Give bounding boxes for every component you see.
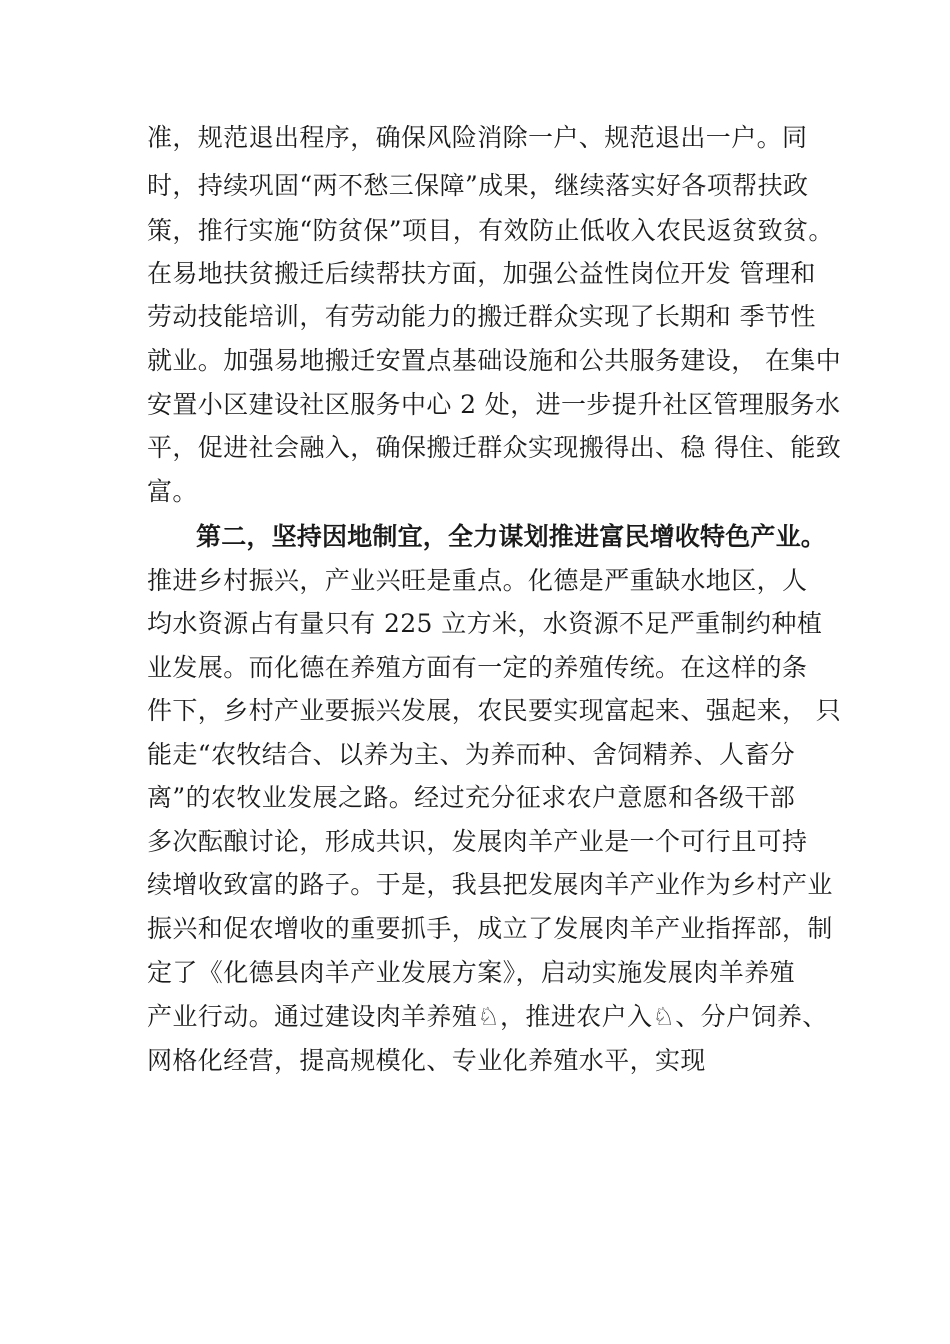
body-text-line: 业发展。而化德在养殖方面有一定的养殖传统。在这样的条 [147,653,808,682]
body-text-line: 均水资源占有量只有 225 立方米，水资源不足严重制约种植 [147,609,823,638]
body-text-line: 在易地扶贫搬迁后续帮扶方面，加强公益性岗位开发 管理和 [147,259,816,288]
body-text-line: 续增收致富的路子。于是，我县把发展肉羊产业作为乡村产业 [147,870,833,899]
body-text-line: 离”的农牧业发展之路。经过充分征求农户意愿和各级干部 [147,783,796,812]
body-text-line: 件下，乡村产业要振兴发展，农民要实现富起来、强起来， 只 [147,696,842,725]
body-text-line: 平，促进社会融入，确保搬迁群众实现搬得出、稳 得住、能致 [147,433,842,462]
body-text-line: 时，持续巩固“两不愁三保障”成果，继续落实好各项帮扶政 [147,171,809,200]
body-text-line: 网格化经营，提高规模化、专业化养殖水平，实现 [147,1046,706,1075]
body-text-line: 产业行动。通过建设肉羊养殖♘，推进农户入♘、分户饲养、 [147,1002,828,1031]
body-text-line: 推进乡村振兴，产业兴旺是重点。化德是严重缺水地区，人 [147,566,808,595]
body-text-line: 策，推行实施“防贫保”项目，有效防止低收入农民返贫致贫。 [147,216,834,245]
body-text-line: 能走“农牧结合、以养为主、为养而种、舍饲精养、人畜分 [147,740,796,769]
body-text-line: 富。 [147,477,198,506]
body-text-line: 定了《化德县肉羊产业发展方案》，启动实施发展肉羊养殖 [147,958,795,987]
body-text-line: 准，规范退出程序，确保风险消除一户、规范退出一户。同 [147,123,808,152]
body-text-line: 就业。加强易地搬迁安置点基础设施和公共服务建设， 在集中 [147,346,842,375]
section-heading: 第二，坚持因地制宜，全力谋划推进富民增收特色产业。 [196,522,827,551]
body-text-line: 振兴和促农增收的重要抓手，成立了发展肉羊产业指挥部，制 [147,914,833,943]
body-text-line: 多次酝酿讨论，形成共识，发展肉羊产业是一个可行且可持 [147,827,808,856]
body-text-line: 劳动技能培训，有劳动能力的搬迁群众实现了长期和 季节性 [147,302,816,331]
body-text-line: 安置小区建设社区服务中心 2 处，进一步提升社区管理服务水 [147,390,841,419]
